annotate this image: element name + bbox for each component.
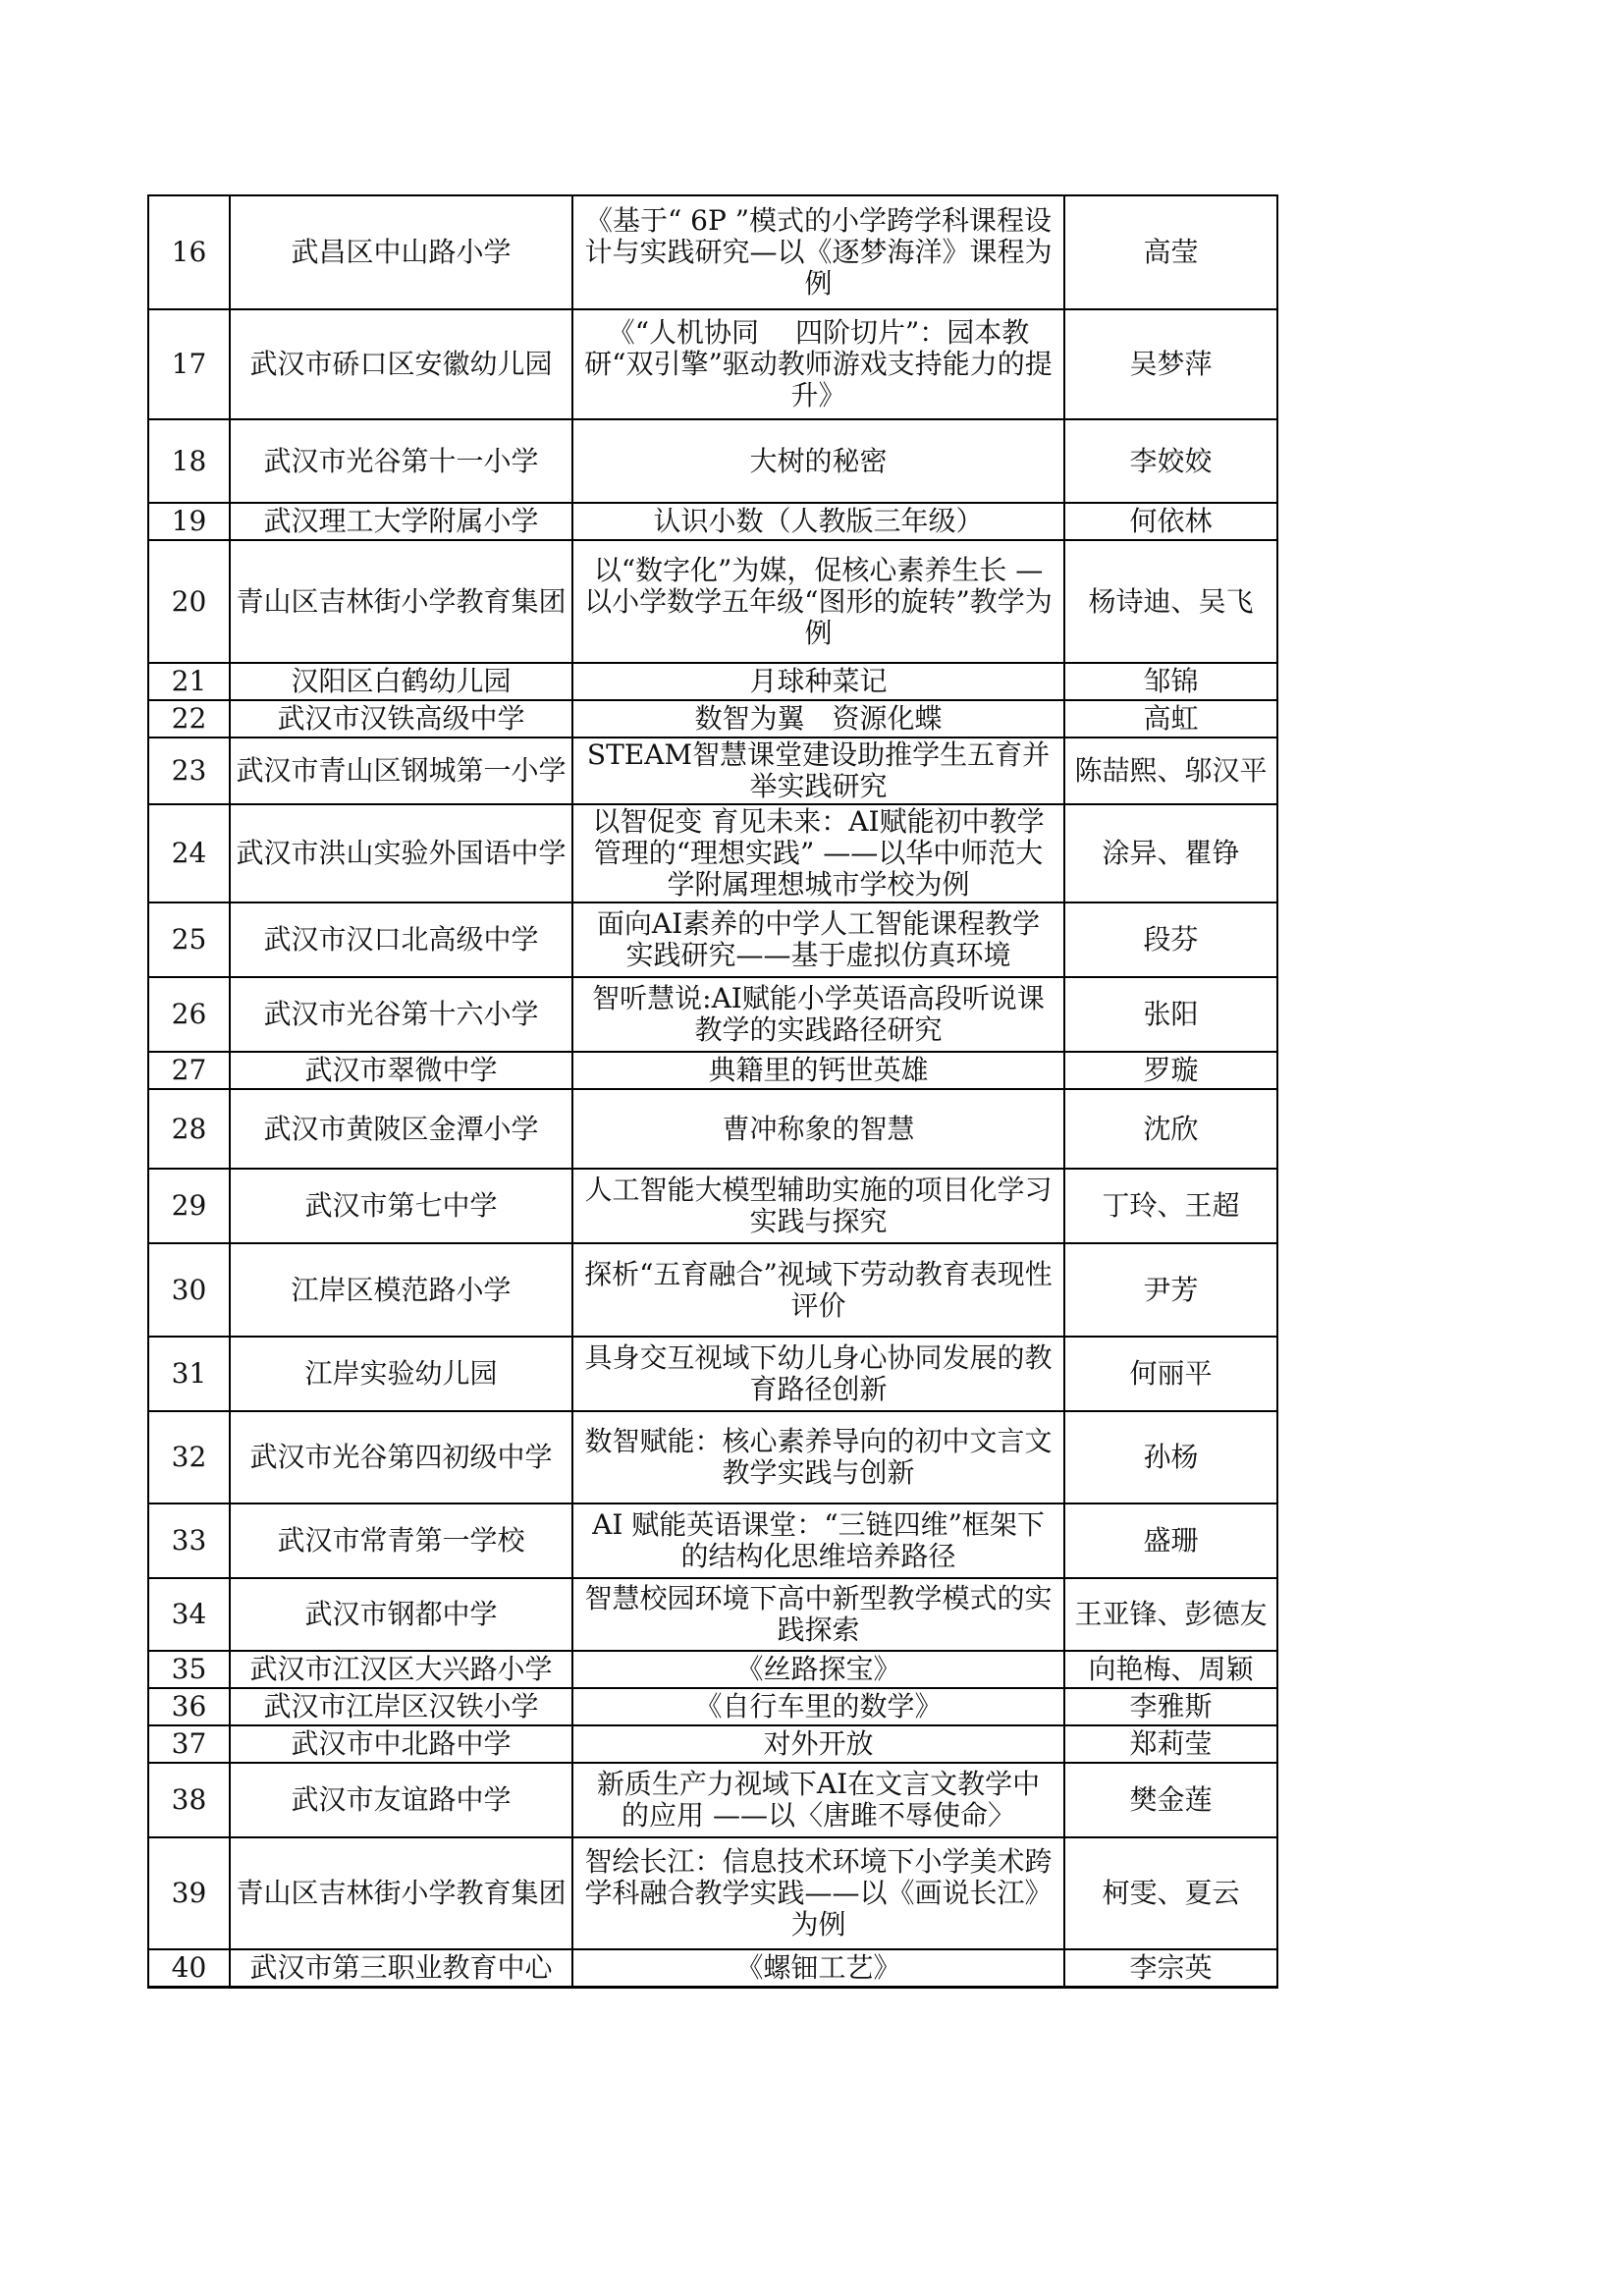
work-title-cell: 对外开放	[572, 1725, 1064, 1763]
work-title-cell: 《丝路探宝》	[572, 1651, 1064, 1688]
table-row	[148, 1503, 1277, 1578]
row-number-cell: 40	[148, 1949, 230, 1987]
table-row	[148, 1578, 1277, 1651]
school-name-cell: 武汉市洪山实验外国语中学	[230, 804, 572, 902]
school-name-cell: 武汉市黄陂区金潭小学	[230, 1089, 572, 1169]
award-list-table	[147, 194, 1278, 1989]
row-number-cell: 22	[148, 700, 230, 738]
table-row	[148, 195, 1277, 309]
table-row	[148, 738, 1277, 804]
table-row	[148, 804, 1277, 902]
school-name-cell: 武汉市青山区钢城第一小学	[230, 738, 572, 804]
author-cell: 盛珊	[1064, 1503, 1277, 1578]
work-title-cell: 智慧校园环境下高中新型教学模式的实践探索	[572, 1578, 1064, 1651]
author-cell: 王亚锋、彭德友	[1064, 1578, 1277, 1651]
author-cell: 向艳梅、周颖	[1064, 1651, 1277, 1688]
author-cell: 沈欣	[1064, 1089, 1277, 1169]
school-name-cell: 青山区吉林街小学教育集团	[230, 540, 572, 663]
table-row	[148, 1243, 1277, 1337]
author-cell: 张阳	[1064, 977, 1277, 1052]
work-title-cell: 数智赋能：核心素养导向的初中文言文教学实践与创新	[572, 1411, 1064, 1503]
school-name-cell: 汉阳区白鹤幼儿园	[230, 663, 572, 700]
author-cell: 涂异、瞿铮	[1064, 804, 1277, 902]
row-number-cell: 21	[148, 663, 230, 700]
work-title-cell: 面向AI素养的中学人工智能课程教学实践研究——基于虚拟仿真环境	[572, 902, 1064, 977]
row-number-cell: 28	[148, 1089, 230, 1169]
work-title-cell: 以“数字化”为媒，促核心素养生长 —以小学数学五年级“图形的旋转”教学为例	[572, 540, 1064, 663]
work-title-cell: 曹冲称象的智慧	[572, 1089, 1064, 1169]
work-title-cell: 认识小数（人教版三年级）	[572, 503, 1064, 540]
row-number-cell: 39	[148, 1837, 230, 1949]
school-name-cell: 武汉市光谷第十六小学	[230, 977, 572, 1052]
author-cell: 高莹	[1064, 195, 1277, 309]
row-number-cell: 32	[148, 1411, 230, 1503]
table-row	[148, 419, 1277, 503]
table-row	[148, 902, 1277, 977]
work-title-cell: STEAM智慧课堂建设助推学生五育并举实践研究	[572, 738, 1064, 804]
table-row	[148, 1725, 1277, 1763]
school-name-cell: 武汉市江岸区汉铁小学	[230, 1688, 572, 1725]
work-title-cell: 人工智能大模型辅助实施的项目化学习实践与探究	[572, 1169, 1064, 1243]
author-cell: 孙杨	[1064, 1411, 1277, 1503]
author-cell: 罗璇	[1064, 1052, 1277, 1089]
row-number-cell: 18	[148, 419, 230, 503]
school-name-cell: 武汉市第三职业教育中心	[230, 1949, 572, 1987]
work-title-cell: 智听慧说:AI赋能小学英语高段听说课教学的实践路径研究	[572, 977, 1064, 1052]
work-title-cell: 智绘长江：信息技术环境下小学美术跨学科融合教学实践——以《画说长江》为例	[572, 1837, 1064, 1949]
author-cell: 邹锦	[1064, 663, 1277, 700]
table-row	[148, 309, 1277, 419]
work-title-cell: 探析“五育融合”视域下劳动教育表现性评价	[572, 1243, 1064, 1337]
table-row	[148, 540, 1277, 663]
table-row	[148, 1688, 1277, 1725]
row-number-cell: 35	[148, 1651, 230, 1688]
work-title-cell: 具身交互视域下幼儿身心协同发展的教育路径创新	[572, 1337, 1064, 1411]
school-name-cell: 武汉市常青第一学校	[230, 1503, 572, 1578]
author-cell: 何依林	[1064, 503, 1277, 540]
table-row	[148, 700, 1277, 738]
row-number-cell: 36	[148, 1688, 230, 1725]
school-name-cell: 江岸实验幼儿园	[230, 1337, 572, 1411]
table-row	[148, 1052, 1277, 1089]
table-row	[148, 1763, 1277, 1837]
author-cell: 丁玲、王超	[1064, 1169, 1277, 1243]
table-row	[148, 1411, 1277, 1503]
school-name-cell: 武汉市中北路中学	[230, 1725, 572, 1763]
author-cell: 尹芳	[1064, 1243, 1277, 1337]
row-number-cell: 17	[148, 309, 230, 419]
author-cell: 高虹	[1064, 700, 1277, 738]
school-name-cell: 武昌区中山路小学	[230, 195, 572, 309]
work-title-cell: 以智促变 育见未来：AI赋能初中教学管理的“理想实践” ——以华中师范大学附属理想城市学校为例	[572, 804, 1064, 902]
row-number-cell: 37	[148, 1725, 230, 1763]
row-number-cell: 27	[148, 1052, 230, 1089]
author-cell: 柯雯、夏云	[1064, 1837, 1277, 1949]
table-row	[148, 503, 1277, 540]
work-title-cell: 《基于“ 6P ”模式的小学跨学科课程设计与实践研究—以《逐梦海洋》课程为例	[572, 195, 1064, 309]
author-cell: 郑莉莹	[1064, 1725, 1277, 1763]
author-cell: 段芬	[1064, 902, 1277, 977]
school-name-cell: 武汉市第七中学	[230, 1169, 572, 1243]
row-number-cell: 20	[148, 540, 230, 663]
school-name-cell: 武汉市汉口北高级中学	[230, 902, 572, 977]
school-name-cell: 武汉市光谷第四初级中学	[230, 1411, 572, 1503]
author-cell: 李雅斯	[1064, 1688, 1277, 1725]
row-number-cell: 26	[148, 977, 230, 1052]
table-row	[148, 977, 1277, 1052]
author-cell: 陈喆熙、邬汉平	[1064, 738, 1277, 804]
table-row	[148, 1169, 1277, 1243]
row-number-cell: 34	[148, 1578, 230, 1651]
work-title-cell: 《自行车里的数学》	[572, 1688, 1064, 1725]
row-number-cell: 24	[148, 804, 230, 902]
table-row	[148, 1337, 1277, 1411]
author-cell: 吴梦萍	[1064, 309, 1277, 419]
row-number-cell: 38	[148, 1763, 230, 1837]
table-row	[148, 1949, 1277, 1987]
school-name-cell: 武汉市光谷第十一小学	[230, 419, 572, 503]
author-cell: 樊金莲	[1064, 1763, 1277, 1837]
school-name-cell: 武汉理工大学附属小学	[230, 503, 572, 540]
work-title-cell: 新质生产力视域下AI在文言文教学中的应用 ——以〈唐雎不辱使命〉	[572, 1763, 1064, 1837]
school-name-cell: 青山区吉林街小学教育集团	[230, 1837, 572, 1949]
row-number-cell: 30	[148, 1243, 230, 1337]
row-number-cell: 29	[148, 1169, 230, 1243]
table-row	[148, 663, 1277, 700]
row-number-cell: 16	[148, 195, 230, 309]
school-name-cell: 武汉市江汉区大兴路小学	[230, 1651, 572, 1688]
school-name-cell: 江岸区模范路小学	[230, 1243, 572, 1337]
table-row	[148, 1837, 1277, 1949]
row-number-cell: 33	[148, 1503, 230, 1578]
row-number-cell: 23	[148, 738, 230, 804]
work-title-cell: 数智为翼 资源化蝶	[572, 700, 1064, 738]
work-title-cell: AI 赋能英语课堂：“三链四维”框架下的结构化思维培养路径	[572, 1503, 1064, 1578]
school-name-cell: 武汉市钢都中学	[230, 1578, 572, 1651]
author-cell: 何丽平	[1064, 1337, 1277, 1411]
school-name-cell: 武汉市硚口区安徽幼儿园	[230, 309, 572, 419]
work-title-cell: 大树的秘密	[572, 419, 1064, 503]
author-cell: 杨诗迪、吴飞	[1064, 540, 1277, 663]
row-number-cell: 19	[148, 503, 230, 540]
table-row	[148, 1651, 1277, 1688]
work-title-cell: 《螺钿工艺》	[572, 1949, 1064, 1987]
row-number-cell: 31	[148, 1337, 230, 1411]
author-cell: 李宗英	[1064, 1949, 1277, 1987]
author-cell: 李姣姣	[1064, 419, 1277, 503]
row-number-cell: 25	[148, 902, 230, 977]
award-table-body	[148, 195, 1277, 1987]
table-row	[148, 1089, 1277, 1169]
school-name-cell: 武汉市汉铁高级中学	[230, 700, 572, 738]
work-title-cell: 典籍里的钙世英雄	[572, 1052, 1064, 1089]
work-title-cell: 《“人机协同 四阶切片”：园本教研“双引擎”驱动教师游戏支持能力的提升》	[572, 309, 1064, 419]
school-name-cell: 武汉市友谊路中学	[230, 1763, 572, 1837]
work-title-cell: 月球种菜记	[572, 663, 1064, 700]
school-name-cell: 武汉市翠微中学	[230, 1052, 572, 1089]
